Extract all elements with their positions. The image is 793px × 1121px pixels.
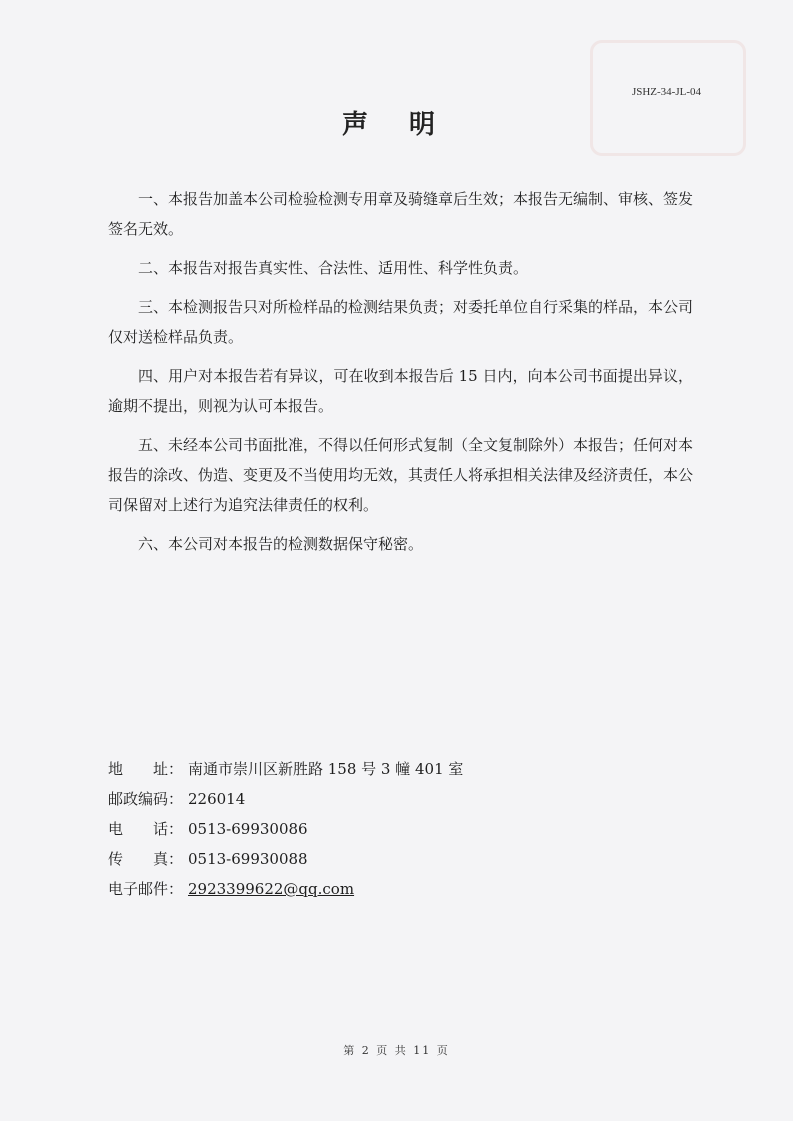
statement-item: 一、本报告加盖本公司检验检测专用章及骑缝章后生效；本报告无编制、审核、签发签名无效。 — [108, 190, 694, 238]
statement-item: 三、本检测报告只对所检样品的检测结果负责；对委托单位自行采集的样品，本公司仅对送检样品负责。 — [108, 298, 694, 346]
page-title: 声 明 — [341, 110, 452, 140]
address-label: 地 址： — [108, 760, 184, 778]
contact-info — [108, 754, 463, 904]
postcode-label: 邮政编码： — [108, 790, 184, 808]
statement-item: 六、本公司对本报告的检测数据保守秘密。 — [138, 535, 424, 553]
statement-list — [108, 184, 693, 568]
postcode-row — [108, 784, 463, 814]
phone-row — [108, 814, 463, 844]
statement-item: 四、用户对本报告若有异议，可在收到本报告后 15 日内，向本公司书面提出异议，逾期不提出，则视为认可本报告。 — [108, 367, 693, 415]
fax-label: 传 真： — [108, 850, 184, 868]
page-number: 第 2 页 共 11 页 — [343, 1044, 450, 1057]
statement-item: 五、未经本公司书面批准，不得以任何形式复制（全文复制除外）本报告；任何对本报告的涂改、伪造、变更及不当使用均无效，其责任人将承担相关法律及经济责任，本公司保留对上述行为追究法律责任的权利。 — [108, 436, 694, 514]
document-code: JSHZ-34-JL-04 — [631, 86, 701, 98]
address-value: 南通市崇川区新胜路 158 号 3 幢 401 室 — [188, 760, 464, 778]
statement-item: 二、本报告对报告真实性、合法性、适用性、科学性负责。 — [138, 259, 529, 277]
postcode-value: 226014 — [188, 790, 246, 808]
phone-value: 0513-69930086 — [188, 820, 308, 838]
email-label: 电子邮件： — [108, 880, 184, 898]
phone-label: 电 话： — [108, 820, 184, 838]
address-row — [108, 754, 463, 784]
fax-value: 0513-69930088 — [188, 850, 308, 868]
fax-row — [108, 844, 463, 874]
email-link[interactable]: 2923399622@qq.com — [188, 880, 355, 898]
email-row — [108, 874, 463, 904]
